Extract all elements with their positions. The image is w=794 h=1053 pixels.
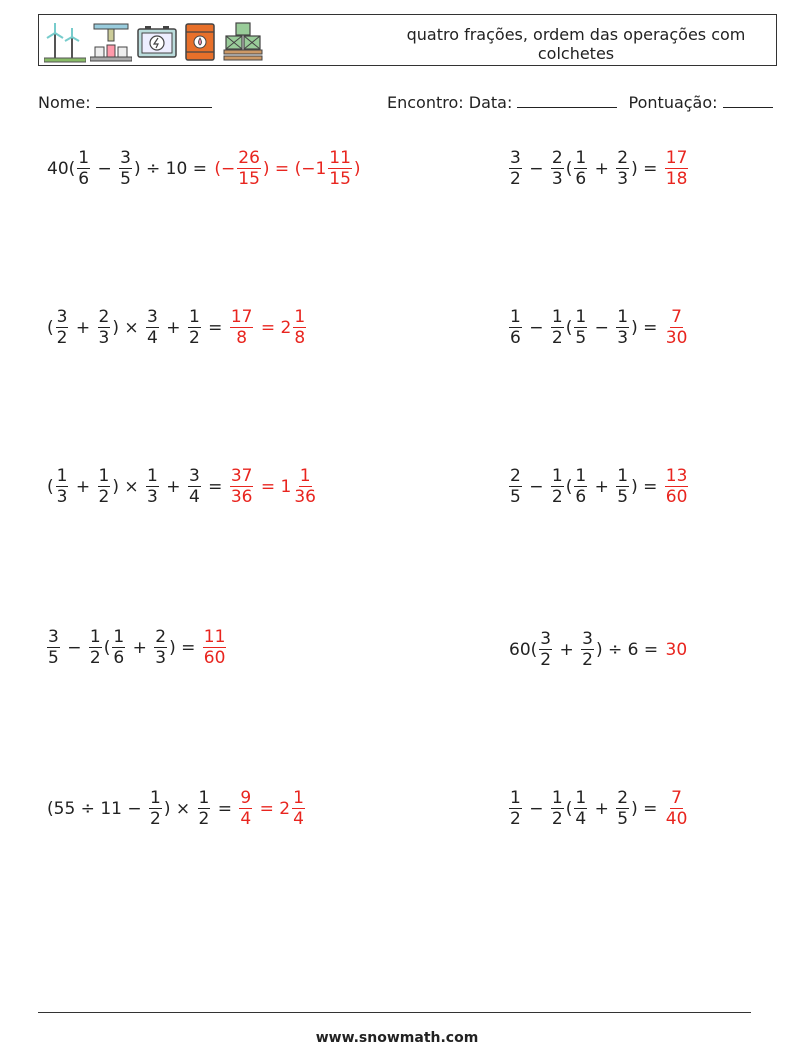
fraction <box>616 307 629 348</box>
denominator: 6 <box>78 169 90 189</box>
numerator: 1 <box>188 307 200 327</box>
score-blank[interactable] <box>723 93 773 108</box>
numerator: 1 <box>147 466 158 486</box>
answer-fraction <box>665 466 689 507</box>
denominator: 2 <box>582 650 593 670</box>
numerator: 17 <box>665 148 688 168</box>
fraction <box>154 627 167 668</box>
fraction <box>77 148 90 189</box>
numerator: 3 <box>147 307 158 327</box>
footer-url[interactable]: www.snowmath.com <box>315 1030 479 1046</box>
answer-fraction <box>293 307 306 348</box>
name-label: Nome: <box>38 93 91 112</box>
expression-text: ( <box>47 317 54 338</box>
denominator: 8 <box>236 328 248 348</box>
fraction <box>89 627 102 668</box>
expression-text: ( <box>565 798 573 819</box>
numerator: 2 <box>617 148 629 168</box>
denominator: 2 <box>98 487 110 507</box>
numerator: 3 <box>188 466 200 486</box>
denominator: 5 <box>617 809 629 829</box>
fraction <box>616 148 629 189</box>
expression-text: + <box>127 637 153 658</box>
answer-fraction <box>328 148 352 189</box>
answer-fraction <box>292 788 305 829</box>
answer-text: ) = (−1 <box>262 158 327 179</box>
expression-text: ) ÷ 10 = <box>133 158 213 179</box>
problem-1 <box>46 148 362 189</box>
problem-8 <box>508 629 688 670</box>
denominator: 5 <box>48 648 59 668</box>
session-field[interactable] <box>387 93 773 112</box>
numerator: 1 <box>575 307 587 327</box>
problem-7 <box>46 627 227 668</box>
denominator: 5 <box>120 169 131 189</box>
expression-text: = <box>202 476 228 497</box>
denominator: 4 <box>240 809 252 829</box>
denominator: 60 <box>203 648 226 668</box>
answer-fraction <box>293 466 317 507</box>
denominator: 2 <box>510 169 521 189</box>
numerator: 1 <box>98 466 110 486</box>
denominator: 2 <box>150 809 161 829</box>
fraction <box>119 148 132 189</box>
date-blank[interactable] <box>517 93 617 108</box>
fraction <box>146 307 159 348</box>
denominator: 5 <box>575 328 587 348</box>
numerator: 13 <box>665 466 688 486</box>
numerator: 1 <box>617 466 629 486</box>
answer-fraction <box>230 307 254 348</box>
denominator: 36 <box>230 487 253 507</box>
denominator: 4 <box>188 487 200 507</box>
fraction <box>188 466 201 507</box>
answer-fraction <box>230 466 254 507</box>
denominator: 40 <box>665 809 688 829</box>
fraction <box>551 788 564 829</box>
expression-text: − <box>523 798 549 819</box>
answer-text: = 2 <box>255 317 292 338</box>
denominator: 8 <box>294 328 306 348</box>
numerator: 3 <box>120 148 131 168</box>
denominator: 6 <box>510 328 521 348</box>
answer-fraction <box>203 627 227 668</box>
fraction <box>509 466 522 507</box>
fraction <box>574 148 587 189</box>
denominator: 6 <box>575 487 587 507</box>
fraction <box>98 307 111 348</box>
fraction <box>198 788 211 829</box>
numerator: 7 <box>671 307 682 327</box>
numerator: 1 <box>198 788 210 808</box>
numerator: 26 <box>238 148 260 168</box>
fraction <box>574 788 587 829</box>
answer-text: = 1 <box>255 476 292 497</box>
answer-text: 30 <box>665 639 688 660</box>
expression-text: + <box>70 317 96 338</box>
expression-text: = <box>202 317 228 338</box>
numerator: 1 <box>551 307 563 327</box>
denominator: 3 <box>56 487 68 507</box>
fraction <box>574 466 587 507</box>
expression-text: − <box>61 637 87 658</box>
expression-text: − <box>523 158 549 179</box>
denominator: 4 <box>147 328 158 348</box>
numerator: 1 <box>575 466 587 486</box>
numerator: 11 <box>329 148 351 168</box>
expression-text: + <box>70 476 96 497</box>
answer-fraction <box>665 788 689 829</box>
fraction <box>551 466 564 507</box>
fraction <box>146 466 159 507</box>
numerator: 2 <box>155 627 167 647</box>
problem-10 <box>508 788 689 829</box>
expression-text: − <box>523 317 549 338</box>
denominator: 3 <box>617 169 629 189</box>
expression-text: 60( <box>509 639 538 660</box>
fraction <box>98 466 111 507</box>
numerator: 11 <box>203 627 226 647</box>
expression-text: ) × <box>112 317 145 338</box>
denominator: 60 <box>665 487 688 507</box>
numerator: 1 <box>56 466 68 486</box>
answer-fraction <box>665 148 689 189</box>
denominator: 3 <box>155 648 167 668</box>
numerator: 3 <box>510 148 521 168</box>
denominator: 2 <box>551 328 563 348</box>
expression-text: ) = <box>631 476 663 497</box>
expression-text: ) ÷ 6 = <box>595 639 664 660</box>
header-icons <box>44 19 264 63</box>
worksheet-title: quatro frações, ordem das operações com colchetes <box>406 25 746 63</box>
expression-text: + <box>589 798 615 819</box>
numerator: 1 <box>510 788 521 808</box>
fraction <box>56 307 69 348</box>
numerator: 3 <box>48 627 59 647</box>
expression-text: − <box>523 476 549 497</box>
denominator: 5 <box>510 487 521 507</box>
denominator: 2 <box>510 809 521 829</box>
expression-text: + <box>589 476 615 497</box>
numerator: 1 <box>113 627 125 647</box>
numerator: 1 <box>78 148 90 168</box>
expression-text: ) = <box>631 798 663 819</box>
denominator: 6 <box>113 648 125 668</box>
expression-text: ) × <box>112 476 145 497</box>
wind-turbine-icon <box>44 21 86 63</box>
fraction <box>112 627 125 668</box>
problem-9 <box>46 788 306 829</box>
numerator: 17 <box>230 307 253 327</box>
answer-fraction <box>665 307 689 348</box>
denominator: 2 <box>540 650 552 670</box>
fraction <box>47 627 60 668</box>
fraction <box>551 148 564 189</box>
problem-5 <box>46 466 318 507</box>
name-blank[interactable] <box>96 93 212 108</box>
denominator: 2 <box>89 648 101 668</box>
denominator: 15 <box>238 169 260 189</box>
numerator: 37 <box>230 466 253 486</box>
expression-text: (55 ÷ 11 − <box>47 798 147 819</box>
expression-text: + <box>160 317 186 338</box>
denominator: 15 <box>329 169 351 189</box>
problem-6 <box>508 466 689 507</box>
oil-pump-icon <box>90 21 132 63</box>
denominator: 2 <box>188 328 200 348</box>
answer-text: = 2 <box>254 798 291 819</box>
expression-text: ( <box>565 476 573 497</box>
fraction <box>509 148 522 189</box>
expression-text: ) = <box>631 317 663 338</box>
fraction <box>581 629 594 670</box>
numerator: 9 <box>240 788 252 808</box>
denominator: 2 <box>551 809 563 829</box>
answer-fraction <box>239 788 252 829</box>
expression-text: 40( <box>47 158 76 179</box>
expression-text: = <box>212 798 238 819</box>
denominator: 2 <box>56 328 68 348</box>
denominator: 2 <box>198 809 210 829</box>
fraction <box>616 788 629 829</box>
numerator: 3 <box>56 307 68 327</box>
numerator: 1 <box>575 788 587 808</box>
numerator: 1 <box>89 627 101 647</box>
numerator: 1 <box>294 307 306 327</box>
numerator: 1 <box>299 466 311 486</box>
fraction <box>574 307 587 348</box>
expression-text: ( <box>565 317 573 338</box>
answer-text: ) <box>353 158 361 179</box>
problem-3 <box>46 307 307 348</box>
numerator: 1 <box>575 148 587 168</box>
fraction <box>509 788 522 829</box>
numerator: 1 <box>510 307 521 327</box>
expression-text: ) × <box>163 798 196 819</box>
expression-text: + <box>554 639 580 660</box>
oil-barrel-icon <box>182 21 218 63</box>
expression-text: − <box>589 317 615 338</box>
expression-text: + <box>160 476 186 497</box>
fraction <box>56 466 69 507</box>
numerator: 1 <box>293 788 304 808</box>
expression-text: ( <box>565 158 573 179</box>
fraction <box>616 466 629 507</box>
numerator: 2 <box>98 307 110 327</box>
numerator: 1 <box>551 788 563 808</box>
fraction <box>539 629 552 670</box>
denominator: 5 <box>617 487 629 507</box>
numerator: 1 <box>617 307 629 327</box>
numerator: 2 <box>510 466 521 486</box>
fraction <box>509 307 522 348</box>
denominator: 18 <box>665 169 688 189</box>
denominator: 6 <box>575 169 587 189</box>
denominator: 4 <box>293 809 304 829</box>
numerator: 2 <box>617 788 629 808</box>
denominator: 3 <box>98 328 110 348</box>
numerator: 2 <box>551 148 563 168</box>
expression-text: ) = <box>169 637 201 658</box>
cargo-crates-icon <box>222 21 264 63</box>
footer-divider <box>38 1012 751 1013</box>
denominator: 36 <box>294 487 316 507</box>
denominator: 4 <box>575 809 587 829</box>
answer-fraction <box>237 148 261 189</box>
answer-text: (− <box>214 158 236 179</box>
denominator: 3 <box>147 487 158 507</box>
worksheet-header <box>38 14 777 66</box>
problem-4 <box>508 307 689 348</box>
expression-text: ) = <box>631 158 663 179</box>
numerator: 3 <box>540 629 552 649</box>
session-label: Encontro: Data: <box>387 93 513 112</box>
numerator: 7 <box>671 788 682 808</box>
expression-text: + <box>589 158 615 179</box>
numerator: 1 <box>150 788 161 808</box>
problem-2 <box>508 148 689 189</box>
battery-icon <box>136 21 178 63</box>
numerator: 3 <box>582 629 593 649</box>
fraction <box>149 788 162 829</box>
fraction <box>551 307 564 348</box>
expression-text: ( <box>47 476 54 497</box>
denominator: 3 <box>617 328 629 348</box>
denominator: 30 <box>665 328 688 348</box>
expression-text: − <box>92 158 118 179</box>
name-field[interactable] <box>38 93 212 112</box>
denominator: 3 <box>551 169 563 189</box>
expression-text: ( <box>103 637 111 658</box>
fraction <box>188 307 201 348</box>
denominator: 2 <box>551 487 563 507</box>
numerator: 1 <box>551 466 563 486</box>
score-label: Pontuação: <box>628 93 718 112</box>
